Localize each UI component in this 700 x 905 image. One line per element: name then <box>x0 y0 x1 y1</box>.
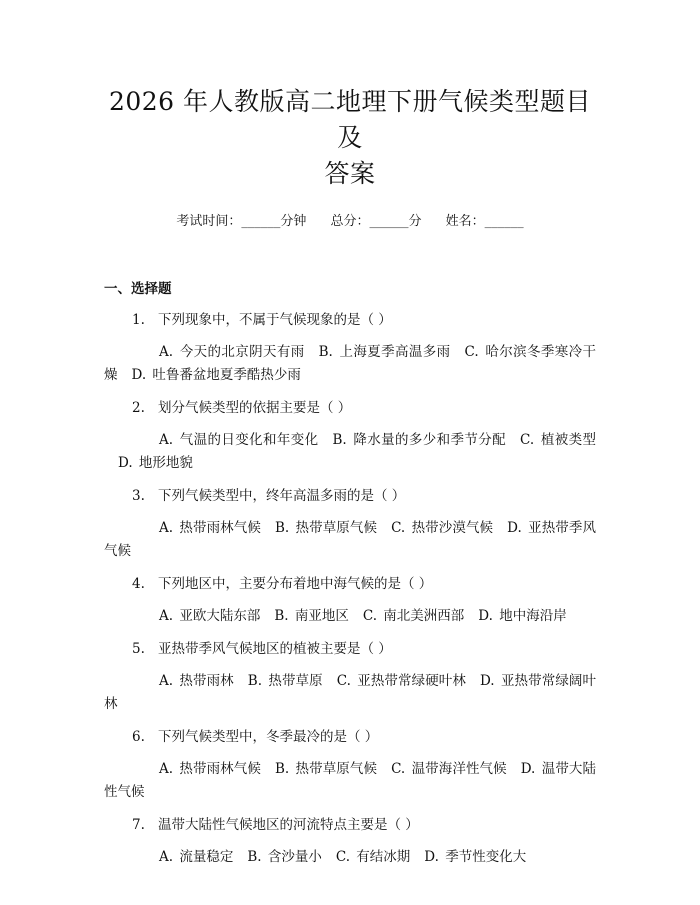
exam-time-field: 考试时间：______分钟 <box>176 214 307 229</box>
question-text: 亚热带季风气候地区的植被主要是（ ） <box>158 641 392 657</box>
question-text: 温带大陆性气候地区的河流特点主要是（ ） <box>158 817 419 833</box>
question-item <box>104 639 596 716</box>
question-number: 1. <box>132 312 145 328</box>
question-stem <box>104 486 596 506</box>
title-line-2: 答案 <box>324 159 376 188</box>
question-stem <box>104 815 596 835</box>
option-d: D. 温带大陆性气候 <box>104 761 596 800</box>
question-stem <box>104 727 596 747</box>
option-c: C. 南北美洲西部 <box>362 608 465 624</box>
section-heading: 一、选择题 <box>104 281 172 297</box>
question-options <box>104 429 596 475</box>
question-number: 5. <box>132 641 145 657</box>
question-text: 下列气候类型中，终年高温多雨的是（ ） <box>158 488 406 504</box>
option-d: D. 吐鲁番盆地夏季酷热少雨 <box>131 367 301 383</box>
question-text: 下列地区中，主要分布着地中海气候的是（ ） <box>158 576 433 592</box>
question-item <box>104 310 596 387</box>
question-text: 下列现象中，不属于气候现象的是（ ） <box>158 312 392 328</box>
question-item <box>104 727 596 804</box>
question-list <box>104 310 596 869</box>
question-text: 划分气候类型的依据主要是（ ） <box>158 400 352 416</box>
total-score-field: 总分：______分 <box>330 214 422 229</box>
document-title <box>104 0 596 192</box>
question-item <box>104 815 596 869</box>
option-c: C. 有结冰期 <box>335 849 411 865</box>
option-a: A. 亚欧大陆东部 <box>159 608 261 624</box>
option-b: B. 热带草原气候 <box>274 520 378 536</box>
option-b: B. 热带草原气候 <box>274 761 378 777</box>
title-line-1: 2026 年人教版高二地理下册气候类型题目及 <box>108 87 592 152</box>
option-b: B. 上海夏季高温多雨 <box>318 344 451 360</box>
option-d: D. 季节性变化大 <box>424 849 527 865</box>
question-options <box>104 846 596 869</box>
option-b: B. 南亚地区 <box>274 608 349 624</box>
option-a: A. 热带雨林气候 <box>159 520 261 536</box>
option-c: C. 温带海洋性气候 <box>391 761 507 777</box>
option-b: B. 降水量的多少和季节分配 <box>332 432 507 448</box>
question-item <box>104 486 596 563</box>
question-options <box>104 341 596 387</box>
question-stem <box>104 639 596 659</box>
option-a: A. 气温的日变化和年变化 <box>159 432 319 448</box>
option-a: A. 热带雨林气候 <box>159 761 261 777</box>
option-a: A. 流量稳定 <box>159 849 234 865</box>
option-d: D. 亚热带季风气候 <box>104 520 596 559</box>
question-number: 7. <box>132 817 145 833</box>
option-d: D. 地形地貌 <box>118 455 193 471</box>
option-b: B. 含沙量小 <box>247 849 322 865</box>
question-text: 下列气候类型中，冬季最冷的是（ ） <box>158 729 379 745</box>
question-number: 3. <box>132 488 145 504</box>
question-stem <box>104 398 596 418</box>
option-b: B. 热带草原 <box>247 673 323 689</box>
option-d: D. 亚热带常绿阔叶林 <box>104 673 596 712</box>
exam-meta <box>104 212 596 232</box>
question-options <box>104 517 596 563</box>
question-item <box>104 574 596 628</box>
question-stem <box>104 574 596 594</box>
student-name-field: 姓名：______ <box>445 214 524 229</box>
option-d: D. 地中海沿岸 <box>478 608 567 624</box>
option-c: C. 亚热带常绿硬叶林 <box>336 673 466 689</box>
option-c: C. 热带沙漠气候 <box>391 520 494 536</box>
option-c: C. 哈尔滨冬季寒冷干燥 <box>104 344 596 383</box>
option-a: A. 热带雨林 <box>159 673 234 689</box>
question-options <box>104 670 596 716</box>
question-item <box>104 398 596 475</box>
option-c: C. 植被类型 <box>520 432 596 448</box>
question-options <box>104 758 596 804</box>
option-a: A. 今天的北京阴天有雨 <box>159 344 305 360</box>
question-number: 2. <box>132 400 145 416</box>
question-number: 6. <box>132 729 145 745</box>
question-number: 4. <box>132 576 145 592</box>
question-stem <box>104 310 596 330</box>
question-options <box>104 605 596 628</box>
